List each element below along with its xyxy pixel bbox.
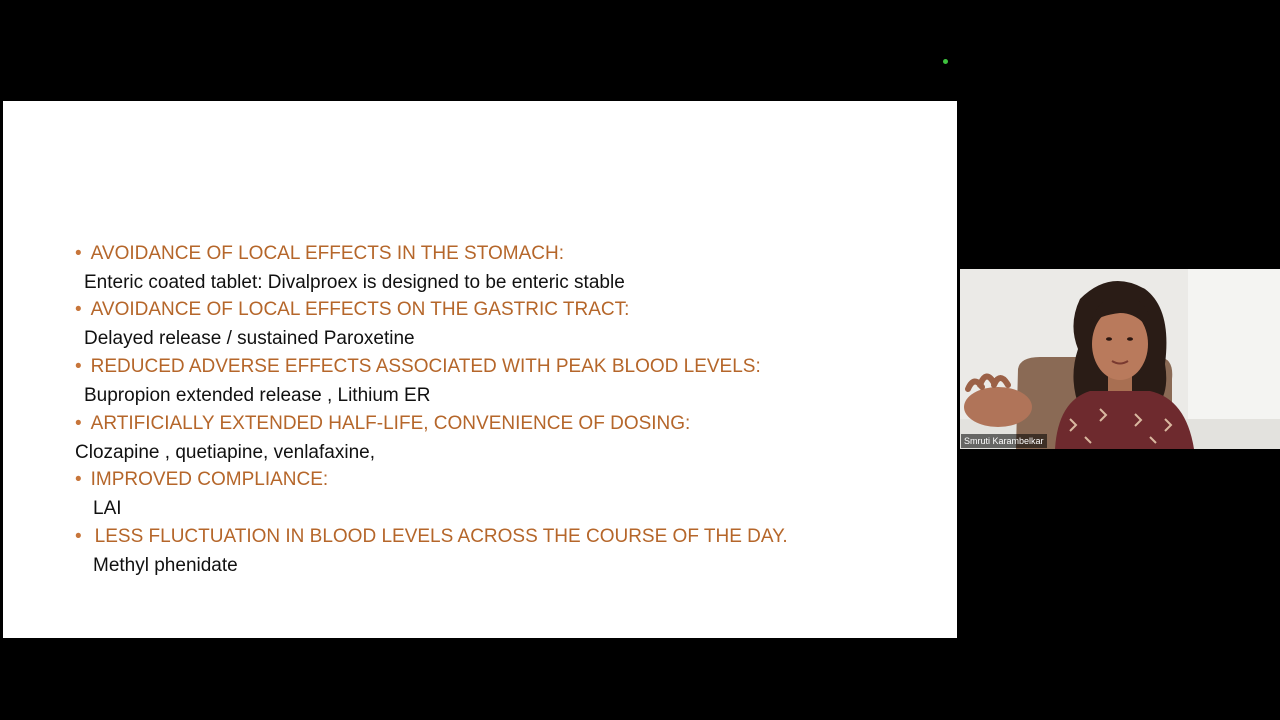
bullet-heading-text: REDUCED ADVERSE EFFECTS ASSOCIATED WITH PEAK BLOOD LEVELS: bbox=[90, 356, 761, 377]
status-indicator-dot bbox=[943, 59, 948, 64]
bullet-heading-2 bbox=[75, 298, 629, 322]
bullet-detail-5: LAI bbox=[93, 498, 122, 519]
shared-slide bbox=[3, 101, 957, 638]
bullet-heading-4 bbox=[75, 412, 690, 436]
bullet-heading-3 bbox=[75, 355, 761, 379]
bullet-heading-text: AVOIDANCE OF LOCAL EFFECTS IN THE STOMACH: bbox=[90, 243, 564, 264]
bullet-heading-6 bbox=[75, 525, 788, 549]
bullet-detail-6: Methyl phenidate bbox=[93, 555, 238, 576]
participant-video-frame bbox=[960, 269, 1280, 449]
bullet-heading-text: IMPROVED COMPLIANCE: bbox=[90, 469, 329, 490]
bullet-heading-text: ARTIFICIALLY EXTENDED HALF-LIFE, CONVENIENCE OF DOSING: bbox=[90, 413, 691, 434]
bullet-heading-text: LESS FLUCTUATION IN BLOOD LEVELS ACROSS THE COURSE OF THE DAY. bbox=[94, 526, 788, 547]
participant-video-tile[interactable] bbox=[960, 269, 1280, 449]
bullet-detail-1: Enteric coated tablet: Divalproex is designed to be enteric stable bbox=[84, 272, 625, 293]
bullet-dot-icon: • bbox=[75, 526, 82, 547]
bullet-dot-icon: • bbox=[75, 469, 82, 490]
bullet-dot-icon: • bbox=[75, 299, 82, 320]
bullet-dot-icon: • bbox=[75, 413, 82, 434]
bullet-detail-3: Bupropion extended release , Lithium ER bbox=[84, 385, 431, 406]
bullet-dot-icon: • bbox=[75, 243, 82, 264]
participant-name-label: Smruti Karambelkar bbox=[961, 434, 1047, 448]
bullet-heading-text: AVOIDANCE OF LOCAL EFFECTS ON THE GASTRIC TRACT: bbox=[90, 299, 630, 320]
bullet-heading-5 bbox=[75, 468, 328, 492]
bullet-heading-1 bbox=[75, 242, 564, 266]
bullet-dot-icon: • bbox=[75, 356, 82, 377]
bullet-detail-4: Clozapine , quetiapine, venlafaxine, bbox=[75, 442, 375, 463]
bullet-detail-2: Delayed release / sustained Paroxetine bbox=[84, 328, 415, 349]
slide-bullet-list bbox=[3, 101, 957, 638]
